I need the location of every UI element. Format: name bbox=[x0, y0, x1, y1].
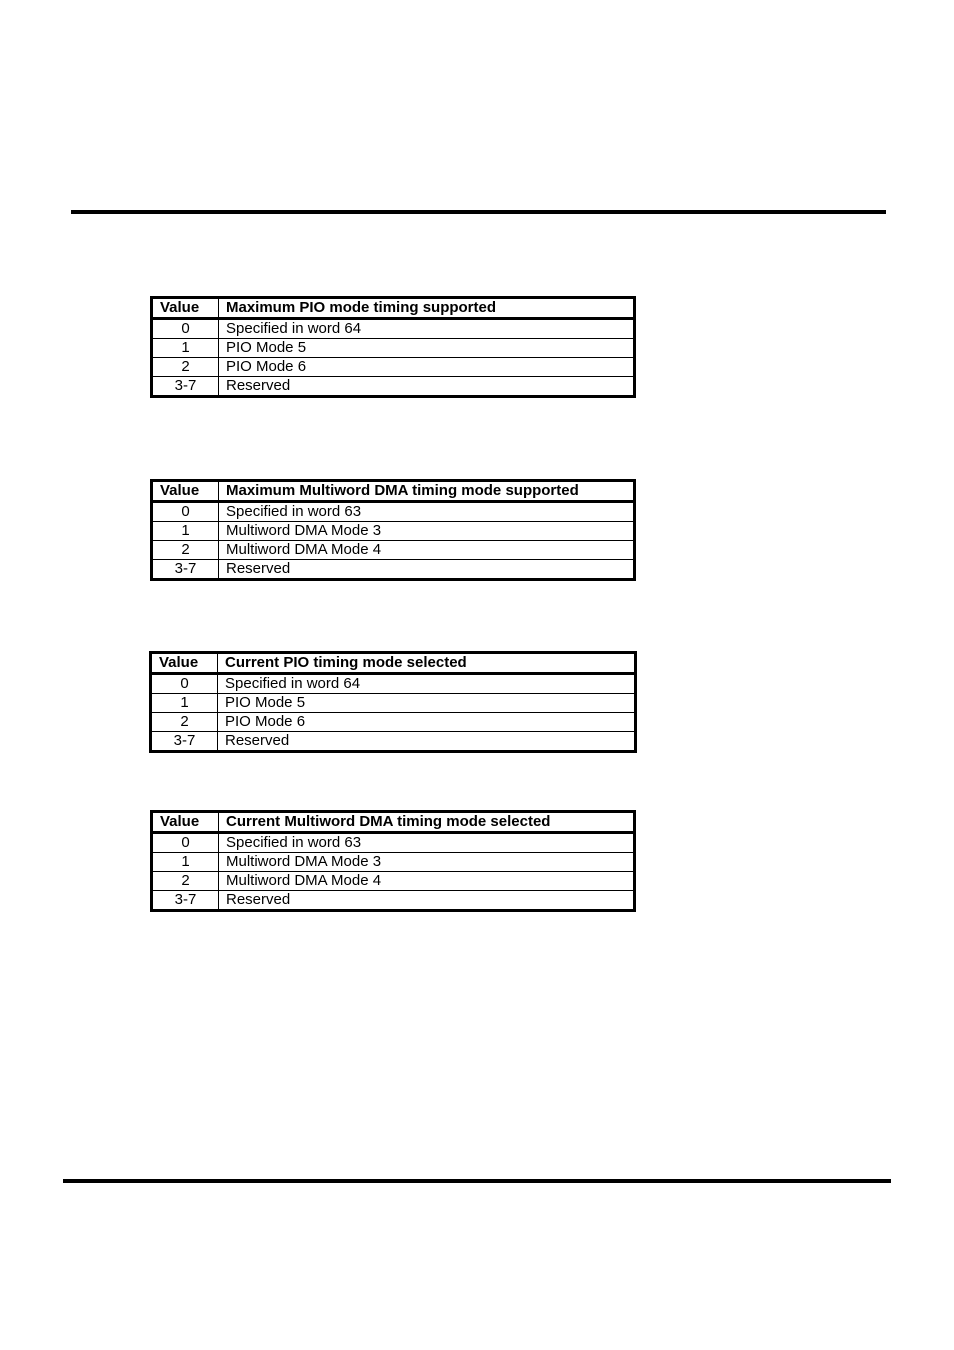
value-column-header: Value bbox=[152, 298, 219, 319]
table-row bbox=[152, 319, 635, 339]
value-cell: 0 bbox=[152, 833, 219, 853]
top-rule bbox=[71, 210, 886, 214]
description-cell: Specified in word 63 bbox=[219, 833, 635, 853]
description-cell: Reserved bbox=[219, 560, 635, 580]
current-multiword-dma-mode-table bbox=[150, 810, 636, 912]
description-cell: Multiword DMA Mode 3 bbox=[219, 853, 635, 872]
description-cell: PIO Mode 6 bbox=[219, 358, 635, 377]
max-multiword-dma-mode-table bbox=[150, 479, 636, 581]
table-row bbox=[152, 522, 635, 541]
table-row bbox=[152, 833, 635, 853]
table-row bbox=[152, 541, 635, 560]
table-row bbox=[151, 732, 636, 752]
table-row bbox=[152, 872, 635, 891]
description-cell: Multiword DMA Mode 3 bbox=[219, 522, 635, 541]
description-cell: Reserved bbox=[219, 891, 635, 911]
table-row bbox=[151, 694, 636, 713]
value-cell: 0 bbox=[152, 319, 219, 339]
value-cell: 0 bbox=[151, 674, 218, 694]
table-header-row bbox=[152, 298, 635, 319]
table-row bbox=[152, 339, 635, 358]
value-cell: 3-7 bbox=[152, 891, 219, 911]
table-row bbox=[152, 891, 635, 911]
table-row bbox=[152, 358, 635, 377]
description-cell: Specified in word 63 bbox=[219, 502, 635, 522]
value-cell: 2 bbox=[151, 713, 218, 732]
table-header-row bbox=[152, 481, 635, 502]
value-cell: 1 bbox=[152, 853, 219, 872]
table-row bbox=[152, 377, 635, 397]
description-cell: PIO Mode 5 bbox=[218, 694, 636, 713]
value-cell: 2 bbox=[152, 541, 219, 560]
value-cell: 2 bbox=[152, 358, 219, 377]
value-column-header: Value bbox=[151, 653, 218, 674]
description-cell: Reserved bbox=[219, 377, 635, 397]
description-column-header: Maximum Multiword DMA timing mode supported bbox=[219, 481, 635, 502]
current-pio-mode-table bbox=[149, 651, 637, 753]
value-cell: 1 bbox=[151, 694, 218, 713]
description-column-header: Maximum PIO mode timing supported bbox=[219, 298, 635, 319]
table-header-row bbox=[151, 653, 636, 674]
value-cell: 2 bbox=[152, 872, 219, 891]
description-cell: Specified in word 64 bbox=[219, 319, 635, 339]
description-cell: Multiword DMA Mode 4 bbox=[219, 872, 635, 891]
value-cell: 0 bbox=[152, 502, 219, 522]
table-row bbox=[152, 853, 635, 872]
table-row bbox=[151, 674, 636, 694]
description-cell: Specified in word 64 bbox=[218, 674, 636, 694]
max-pio-mode-table bbox=[150, 296, 636, 398]
description-column-header: Current PIO timing mode selected bbox=[218, 653, 636, 674]
table-row bbox=[151, 713, 636, 732]
description-column-header: Current Multiword DMA timing mode selected bbox=[219, 812, 635, 833]
value-cell: 3-7 bbox=[151, 732, 218, 752]
value-cell: 1 bbox=[152, 339, 219, 358]
description-cell: PIO Mode 6 bbox=[218, 713, 636, 732]
bottom-rule bbox=[63, 1179, 891, 1183]
value-cell: 3-7 bbox=[152, 377, 219, 397]
value-cell: 3-7 bbox=[152, 560, 219, 580]
value-column-header: Value bbox=[152, 812, 219, 833]
description-cell: PIO Mode 5 bbox=[219, 339, 635, 358]
description-cell: Reserved bbox=[218, 732, 636, 752]
value-column-header: Value bbox=[152, 481, 219, 502]
value-cell: 1 bbox=[152, 522, 219, 541]
table-row bbox=[152, 560, 635, 580]
table-header-row bbox=[152, 812, 635, 833]
description-cell: Multiword DMA Mode 4 bbox=[219, 541, 635, 560]
table-row bbox=[152, 502, 635, 522]
